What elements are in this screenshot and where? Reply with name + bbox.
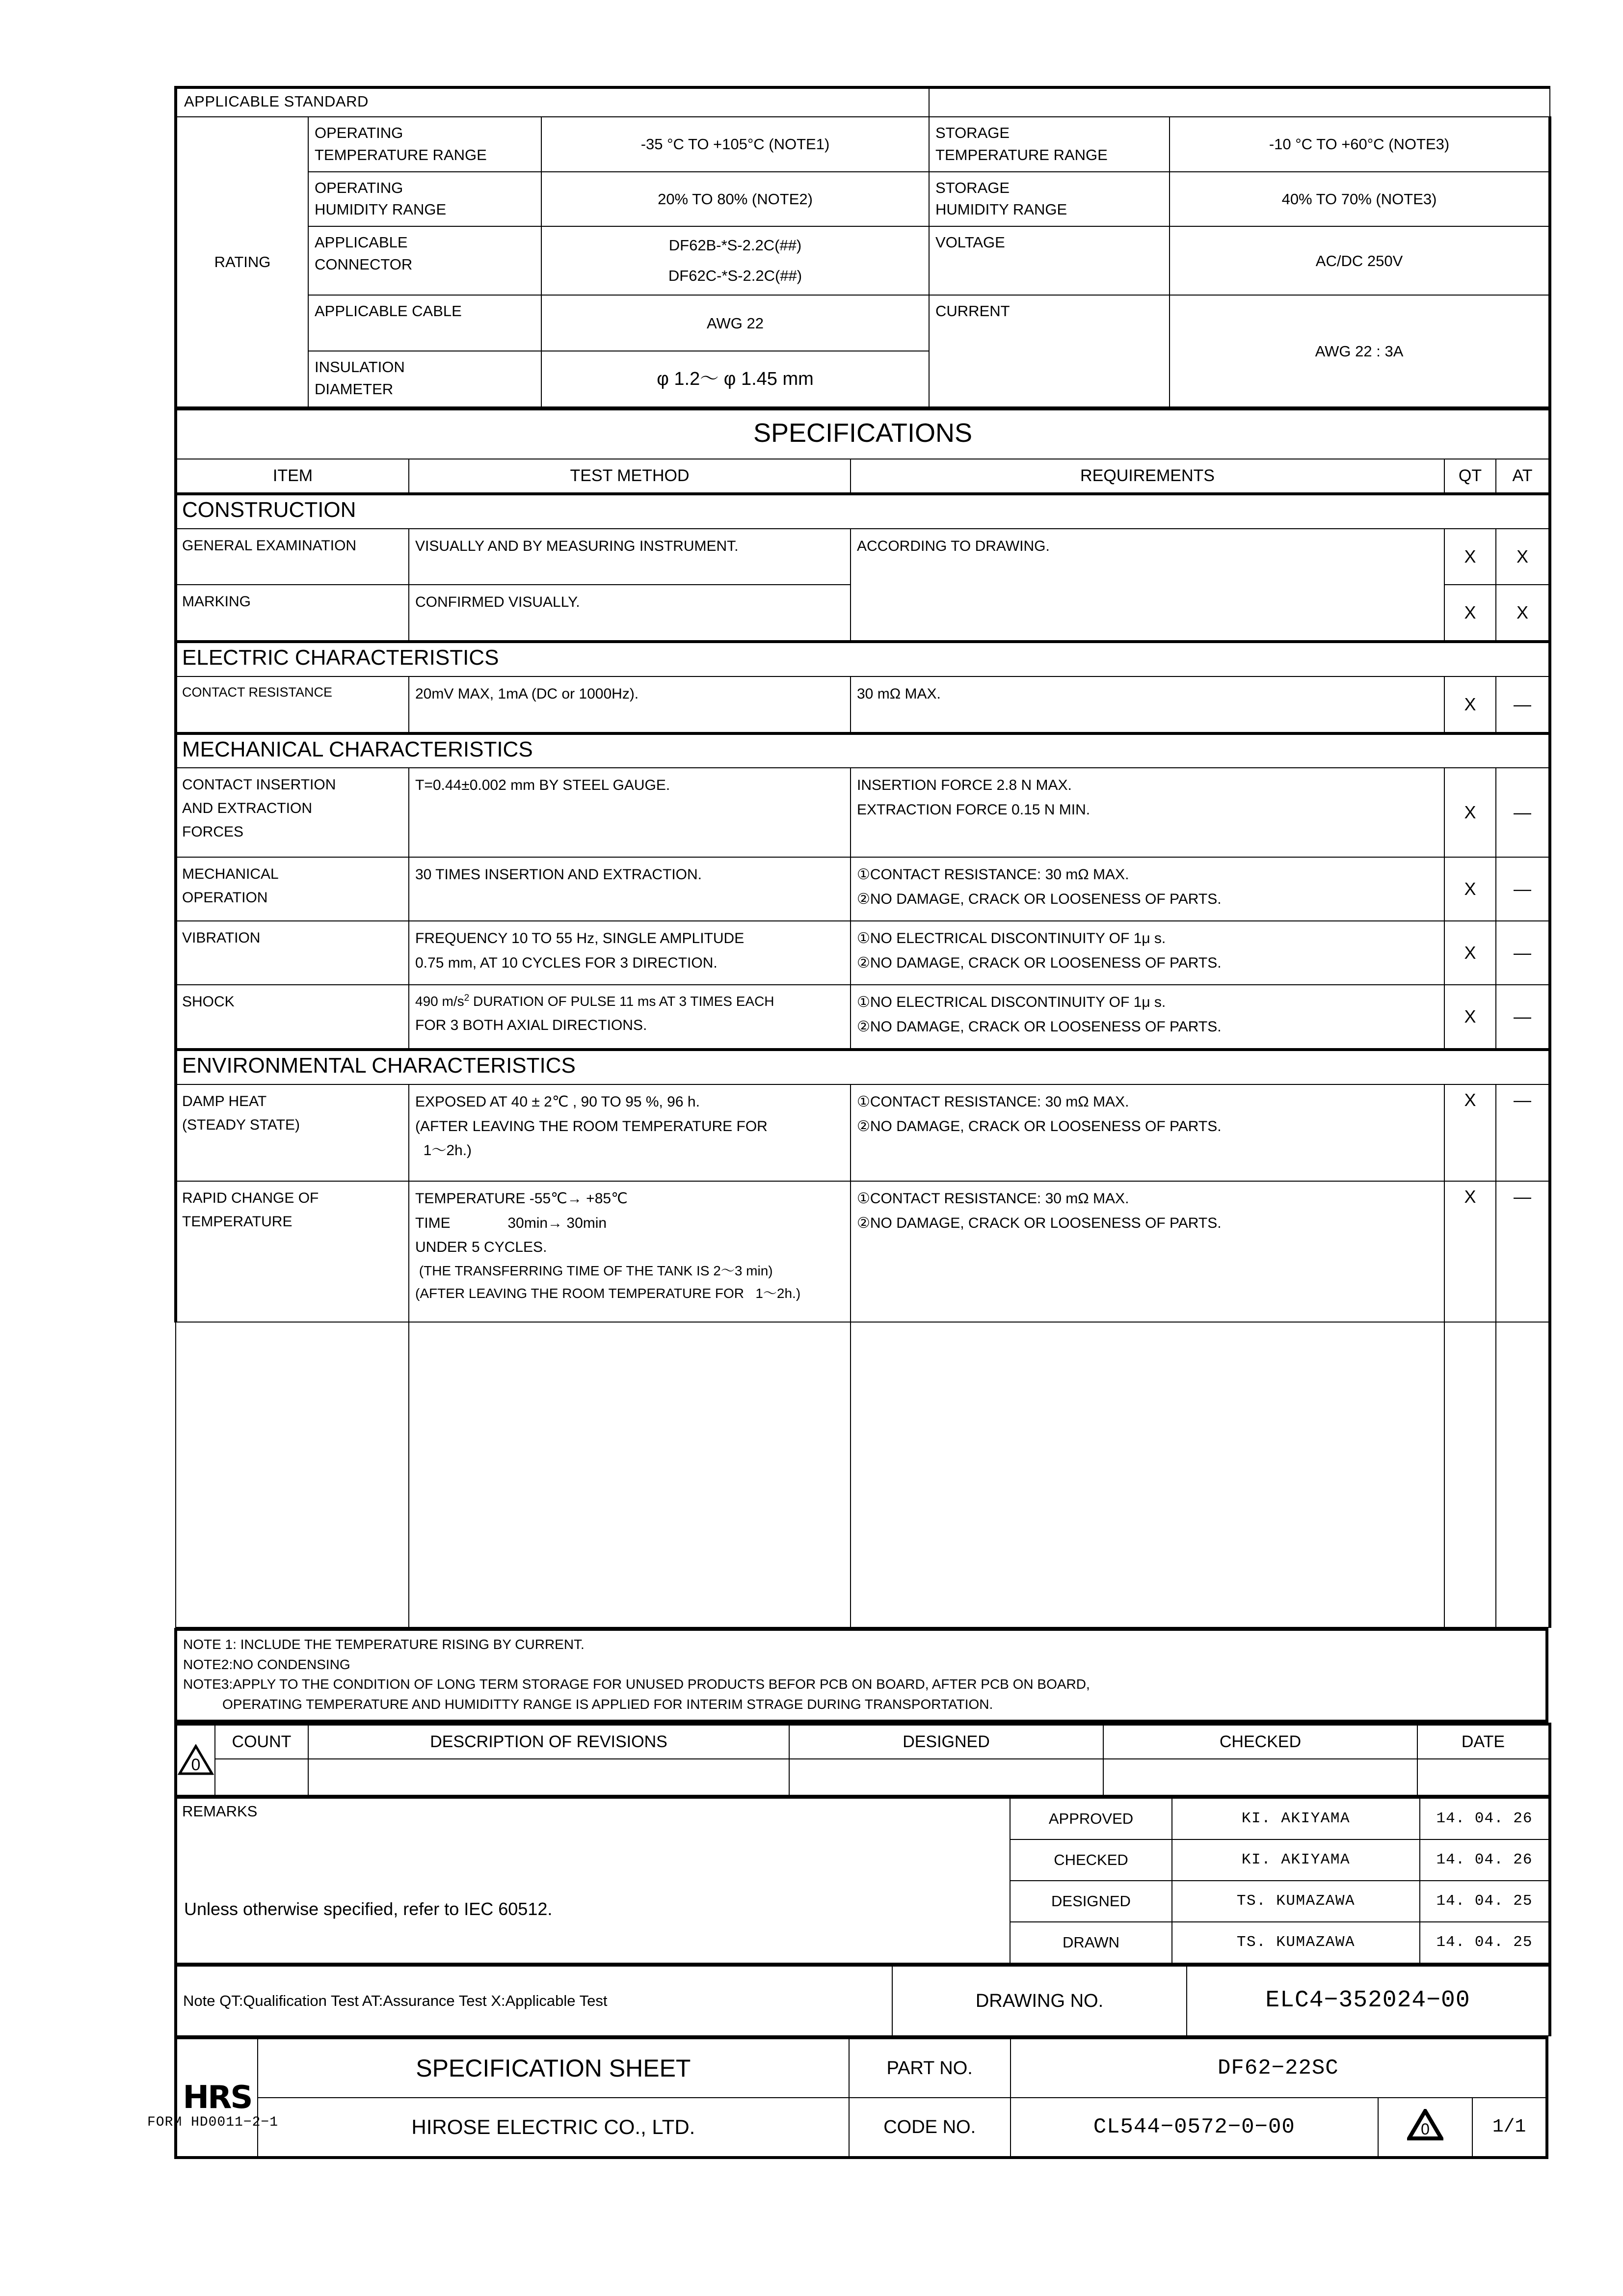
- applicable-connector-label: [308, 226, 541, 295]
- item-line: TEMPERATURE: [182, 1214, 293, 1230]
- storage-temperature-label: [929, 117, 1170, 172]
- row-at-contact-resistance: —: [1496, 676, 1550, 733]
- storage-humidity-value: 40% TO 70% (NOTE3): [1170, 172, 1550, 227]
- req-line: ②NO DAMAGE, CRACK OR LOOSENESS OF PARTS.: [857, 1215, 1222, 1231]
- code-no-label: CODE NO.: [849, 2098, 1011, 2158]
- hrs-logo-cell: [176, 2038, 258, 2158]
- approval-date-drawn: 14. 04. 25: [1420, 1922, 1550, 1963]
- storage-temperature-label-line1: STORAGE: [935, 124, 1010, 141]
- item-line: DAMP HEAT: [182, 1093, 267, 1110]
- revision-header-designed: DESIGNED: [789, 1724, 1103, 1759]
- row-at-general-examination: X: [1496, 529, 1550, 585]
- current-label: CURRENT: [929, 295, 1170, 407]
- row-method-general-examination: VISUALLY AND BY MEASURING INSTRUMENT.: [409, 529, 851, 585]
- note-legend: Note QT:Qualification Test AT:Assurance Test X:Applicable Test: [176, 1965, 892, 2036]
- operating-temperature-value: -35 °C TO +105°C (NOTE1): [541, 117, 929, 172]
- row-qt-damp-heat: X: [1444, 1084, 1496, 1181]
- specifications-table: [174, 407, 1551, 1628]
- approval-name-designed: TS. KUMAZAWA: [1172, 1881, 1420, 1922]
- applicable-connector-value: [541, 226, 929, 295]
- operating-humidity-label: [308, 172, 541, 227]
- storage-temperature-label-line2: TEMPERATURE RANGE: [935, 146, 1108, 163]
- revision-marker-cell: [176, 1724, 215, 1796]
- code-no-value: CL544−0572−0−00: [1011, 2098, 1378, 2158]
- approval-role-checked: CHECKED: [1010, 1839, 1172, 1881]
- item-line: SHOCK: [182, 994, 235, 1010]
- row-qt-contact-insertion-forces: X: [1444, 768, 1496, 857]
- row-method-rapid-change-temperature: [409, 1181, 851, 1322]
- drawing-no-label: DRAWING NO.: [892, 1965, 1187, 2036]
- approval-name-drawn: TS. KUMAZAWA: [1172, 1922, 1420, 1963]
- specification-sheet: [174, 86, 1548, 2159]
- row-qt-general-examination: X: [1444, 529, 1496, 585]
- row-at-vibration: —: [1496, 921, 1550, 985]
- row-method-contact-resistance: 20mV MAX, 1mA (DC or 1000Hz).: [409, 676, 851, 733]
- applicable-connector-label-line1: APPLICABLE: [315, 234, 408, 251]
- row-item-rapid-change-temperature: [176, 1181, 409, 1322]
- title-block-revision-marker: [1378, 2098, 1472, 2158]
- req-line: ①CONTACT RESISTANCE: 30 mΩ MAX.: [857, 866, 1129, 883]
- method-line: FREQUENCY 10 TO 55 Hz, SINGLE AMPLITUDE: [415, 930, 745, 947]
- empty-method-area: [409, 1322, 851, 1627]
- method-line: 0.75 mm, AT 10 CYCLES FOR 3 DIRECTION.: [415, 954, 718, 971]
- empty-at-area: [1496, 1322, 1550, 1627]
- form-number: FORM HD0011−2−1: [147, 2115, 279, 2130]
- storage-humidity-label: [929, 172, 1170, 227]
- method-line: (AFTER LEAVING THE ROOM TEMPERATURE FOR: [415, 1118, 768, 1134]
- method-line: EXPOSED AT 40 ± 2℃ , 90 TO 95 %, 96 h.: [415, 1094, 700, 1110]
- drawing-no-value: ELC4−352024−00: [1187, 1965, 1550, 2036]
- row-at-rapid-change-temperature: —: [1496, 1181, 1550, 1322]
- row-requirement-rapid-change-temperature: [851, 1181, 1444, 1322]
- empty-qt-area: [1444, 1322, 1496, 1627]
- revision-header-count: COUNT: [215, 1724, 308, 1759]
- applicable-standard-table: [174, 86, 1551, 407]
- hrs-logo: HRS: [183, 2080, 252, 2116]
- req-line: INSERTION FORCE 2.8 N MAX.: [857, 777, 1072, 794]
- row-item-shock: [176, 985, 409, 1050]
- method-line: TIME 30min→ 30min: [415, 1215, 607, 1231]
- row-requirement-shock: [851, 985, 1444, 1050]
- row-item-mechanical-operation: [176, 857, 409, 921]
- req-line: ②NO DAMAGE, CRACK OR LOOSENESS OF PARTS.: [857, 1118, 1222, 1134]
- revision-header-description: DESCRIPTION OF REVISIONS: [308, 1724, 789, 1759]
- column-header-at: AT: [1496, 459, 1550, 494]
- applicable-standard-title: APPLICABLE STANDARD: [176, 87, 929, 117]
- applicable-connector-label-line2: CONNECTOR: [315, 256, 413, 273]
- column-header-qt: QT: [1444, 459, 1496, 494]
- notes-block: [174, 1628, 1548, 1722]
- approval-role-drawn: DRAWN: [1010, 1922, 1172, 1963]
- current-value: AWG 22 : 3A: [1170, 295, 1550, 407]
- item-line: RAPID CHANGE OF: [182, 1190, 319, 1207]
- empty-item-area: [176, 1322, 409, 1627]
- insulation-diameter-label-line2: DIAMETER: [315, 380, 394, 398]
- method-line: FOR 3 BOTH AXIAL DIRECTIONS.: [415, 1017, 647, 1033]
- req-line: ②NO DAMAGE, CRACK OR LOOSENESS OF PARTS.: [857, 954, 1222, 971]
- row-requirement-vibration: [851, 921, 1444, 985]
- column-header-requirements: REQUIREMENTS: [851, 459, 1444, 494]
- row-requirement-contact-resistance: 30 mΩ MAX.: [851, 676, 1444, 733]
- req-line: ②NO DAMAGE, CRACK OR LOOSENESS OF PARTS.: [857, 1018, 1222, 1035]
- row-qt-vibration: X: [1444, 921, 1496, 985]
- row-requirement-construction: ACCORDING TO DRAWING.: [851, 529, 1444, 642]
- storage-humidity-label-line1: STORAGE: [935, 179, 1010, 196]
- rating-label: RATING: [176, 117, 308, 407]
- operating-temperature-label-line1: OPERATING: [315, 124, 403, 141]
- row-item-damp-heat: [176, 1084, 409, 1181]
- row-item-contact-resistance: CONTACT RESISTANCE: [176, 676, 409, 733]
- row-requirement-contact-insertion-forces: [851, 768, 1444, 857]
- method-line: 1～2h.): [415, 1142, 472, 1159]
- drawing-number-table: [174, 1964, 1551, 2036]
- revision-row-designed: [789, 1759, 1103, 1795]
- remarks-label: REMARKS: [182, 1803, 258, 1820]
- item-line: VIBRATION: [182, 930, 261, 946]
- approval-date-designed: 14. 04. 25: [1420, 1881, 1550, 1922]
- insulation-diameter-value: φ 1.2～ φ 1.45 mm: [541, 351, 929, 407]
- approval-date-checked: 14. 04. 26: [1420, 1839, 1550, 1881]
- warning-triangle-icon: [1407, 2109, 1443, 2140]
- revision-row-date: [1417, 1759, 1550, 1795]
- title-block-table: [174, 2036, 1548, 2159]
- req-line: ①CONTACT RESISTANCE: 30 mΩ MAX.: [857, 1094, 1129, 1110]
- row-method-damp-heat: [409, 1084, 851, 1181]
- applicable-cable-label: APPLICABLE CABLE: [308, 295, 541, 351]
- remarks-cell: [176, 1797, 1010, 1963]
- column-header-item: ITEM: [176, 459, 409, 494]
- storage-humidity-label-line2: HUMIDITY RANGE: [935, 201, 1067, 218]
- item-line: CONTACT INSERTION: [182, 777, 336, 793]
- part-no-value: DF62−22SC: [1011, 2038, 1547, 2098]
- row-method-marking: CONFIRMED VISUALLY.: [409, 585, 851, 642]
- svg-text:0: 0: [191, 1756, 201, 1775]
- row-method-mechanical-operation: [409, 857, 851, 921]
- method-line: T=0.44±0.002 mm BY STEEL GAUGE.: [415, 777, 670, 794]
- company-name: HIROSE ELECTRIC CO., LTD.: [258, 2098, 849, 2158]
- note-3-line2: OPERATING TEMPERATURE AND HUMIDITTY RANGE IS APPLIED FOR INTERIM STRAGE DURING TRANSPORTATION.: [222, 1697, 993, 1712]
- note-1: NOTE 1: INCLUDE THE TEMPERATURE RISING BY CURRENT.: [183, 1637, 585, 1652]
- row-item-contact-insertion-forces: [176, 768, 409, 857]
- note-2: NOTE2:NO CONDENSING: [183, 1656, 350, 1672]
- row-item-general-examination: GENERAL EXAMINATION: [176, 529, 409, 585]
- operating-temperature-label: [308, 117, 541, 172]
- method-line: 30 TIMES INSERTION AND EXTRACTION.: [415, 866, 702, 883]
- remarks-approval-table: [174, 1796, 1551, 1964]
- req-line: EXTRACTION FORCE 0.15 N MIN.: [857, 801, 1091, 818]
- section-heading-electric-characteristics: ELECTRIC CHARACTERISTICS: [176, 642, 1550, 676]
- revision-header-checked: CHECKED: [1103, 1724, 1417, 1759]
- approval-role-designed: DESIGNED: [1010, 1881, 1172, 1922]
- row-at-contact-insertion-forces: —: [1496, 768, 1550, 857]
- operating-humidity-label-line2: HUMIDITY RANGE: [315, 201, 447, 218]
- operating-temperature-label-line2: TEMPERATURE RANGE: [315, 146, 487, 163]
- section-heading-environmental-characteristics: ENVIRONMENTAL CHARACTERISTICS: [176, 1050, 1550, 1084]
- approval-role-approved: APPROVED: [1010, 1797, 1172, 1839]
- revision-triangle-icon: [178, 1744, 214, 1776]
- operating-humidity-label-line1: OPERATING: [315, 179, 403, 196]
- insulation-diameter-label: [308, 351, 541, 407]
- method-line-shock-1: 490 $m/s^2$ DURATION OF PULSE 11 ms AT 3 TIMES EACH: [415, 993, 774, 1009]
- item-line: MECHANICAL: [182, 866, 279, 883]
- voltage-label: VOLTAGE: [929, 226, 1170, 295]
- specifications-title: SPECIFICATIONS: [176, 409, 1550, 459]
- method-line: TEMPERATURE -55℃→ +85℃: [415, 1190, 628, 1207]
- section-heading-mechanical-characteristics: MECHANICAL CHARACTERISTICS: [176, 733, 1550, 768]
- applicable-connector-value-line1: DF62B-*S-2.2C(##): [668, 237, 802, 254]
- applicable-cable-value: AWG 22: [541, 295, 929, 351]
- req-line: ①CONTACT RESISTANCE: 30 mΩ MAX.: [857, 1190, 1129, 1207]
- req-line: ①NO ELECTRICAL DISCONTINUITY OF 1μ s.: [857, 930, 1166, 947]
- item-line: AND EXTRACTION: [182, 800, 313, 817]
- revision-header-date: DATE: [1417, 1724, 1550, 1759]
- row-requirement-mechanical-operation: [851, 857, 1444, 921]
- operating-humidity-value: 20% TO 80% (NOTE2): [541, 172, 929, 227]
- remarks-text: Unless otherwise specified, refer to IEC 60512.: [184, 1898, 553, 1919]
- row-qt-contact-resistance: X: [1444, 676, 1496, 733]
- storage-temperature-value: -10 °C TO +60°C (NOTE3): [1170, 117, 1550, 172]
- applicable-connector-value-line2: DF62C-*S-2.2C(##): [668, 267, 802, 285]
- req-line: ①NO ELECTRICAL DISCONTINUITY OF 1μ s.: [857, 994, 1166, 1011]
- row-qt-mechanical-operation: X: [1444, 857, 1496, 921]
- row-at-mechanical-operation: —: [1496, 857, 1550, 921]
- approval-date-approved: 14. 04. 26: [1420, 1797, 1550, 1839]
- section-heading-construction: CONSTRUCTION: [176, 494, 1550, 529]
- revision-table: [174, 1723, 1551, 1796]
- row-item-vibration: [176, 921, 409, 985]
- approval-name-checked: KI. AKIYAMA: [1172, 1839, 1420, 1881]
- note-3-line1: NOTE3:APPLY TO THE CONDITION OF LONG TERM STORAGE FOR UNUSED PRODUCTS BEFOR PCB ON BOARD, AFTER PCB ON BOARD,: [183, 1676, 1090, 1692]
- page-number: 1/1: [1472, 2098, 1547, 2158]
- approval-name-approved: KI. AKIYAMA: [1172, 1797, 1420, 1839]
- applicable-standard-spacer: [929, 87, 1550, 117]
- specification-sheet-title: SPECIFICATION SHEET: [258, 2038, 849, 2098]
- item-line: FORCES: [182, 824, 244, 840]
- method-line: (THE TRANSFERRING TIME OF THE TANK IS 2～3 min): [415, 1263, 773, 1278]
- row-method-shock: [409, 985, 851, 1050]
- part-no-label: PART NO.: [849, 2038, 1011, 2098]
- row-method-vibration: [409, 921, 851, 985]
- revision-row-description: [308, 1759, 789, 1795]
- row-qt-shock: X: [1444, 985, 1496, 1050]
- insulation-diameter-label-line1: INSULATION: [315, 358, 405, 376]
- row-requirement-damp-heat: [851, 1084, 1444, 1181]
- row-at-marking: X: [1496, 585, 1550, 642]
- method-line: UNDER 5 CYCLES.: [415, 1239, 547, 1256]
- revision-row-count: [215, 1759, 308, 1795]
- req-line: ②NO DAMAGE, CRACK OR LOOSENESS OF PARTS.: [857, 891, 1222, 907]
- method-line: (AFTER LEAVING THE ROOM TEMPERATURE FOR 1～2h.): [415, 1285, 801, 1301]
- revision-row-checked: [1103, 1759, 1417, 1795]
- column-header-test-method: TEST METHOD: [409, 459, 851, 494]
- row-qt-marking: X: [1444, 585, 1496, 642]
- row-method-contact-insertion-forces: [409, 768, 851, 857]
- row-item-marking: MARKING: [176, 585, 409, 642]
- row-at-damp-heat: —: [1496, 1084, 1550, 1181]
- item-line: (STEADY STATE): [182, 1117, 300, 1134]
- svg-text:0: 0: [1421, 2120, 1430, 2138]
- row-qt-rapid-change-temperature: X: [1444, 1181, 1496, 1322]
- row-at-shock: —: [1496, 985, 1550, 1050]
- voltage-value: AC/DC 250V: [1170, 226, 1550, 295]
- empty-requirement-area: [851, 1322, 1444, 1627]
- item-line: OPERATION: [182, 890, 268, 906]
